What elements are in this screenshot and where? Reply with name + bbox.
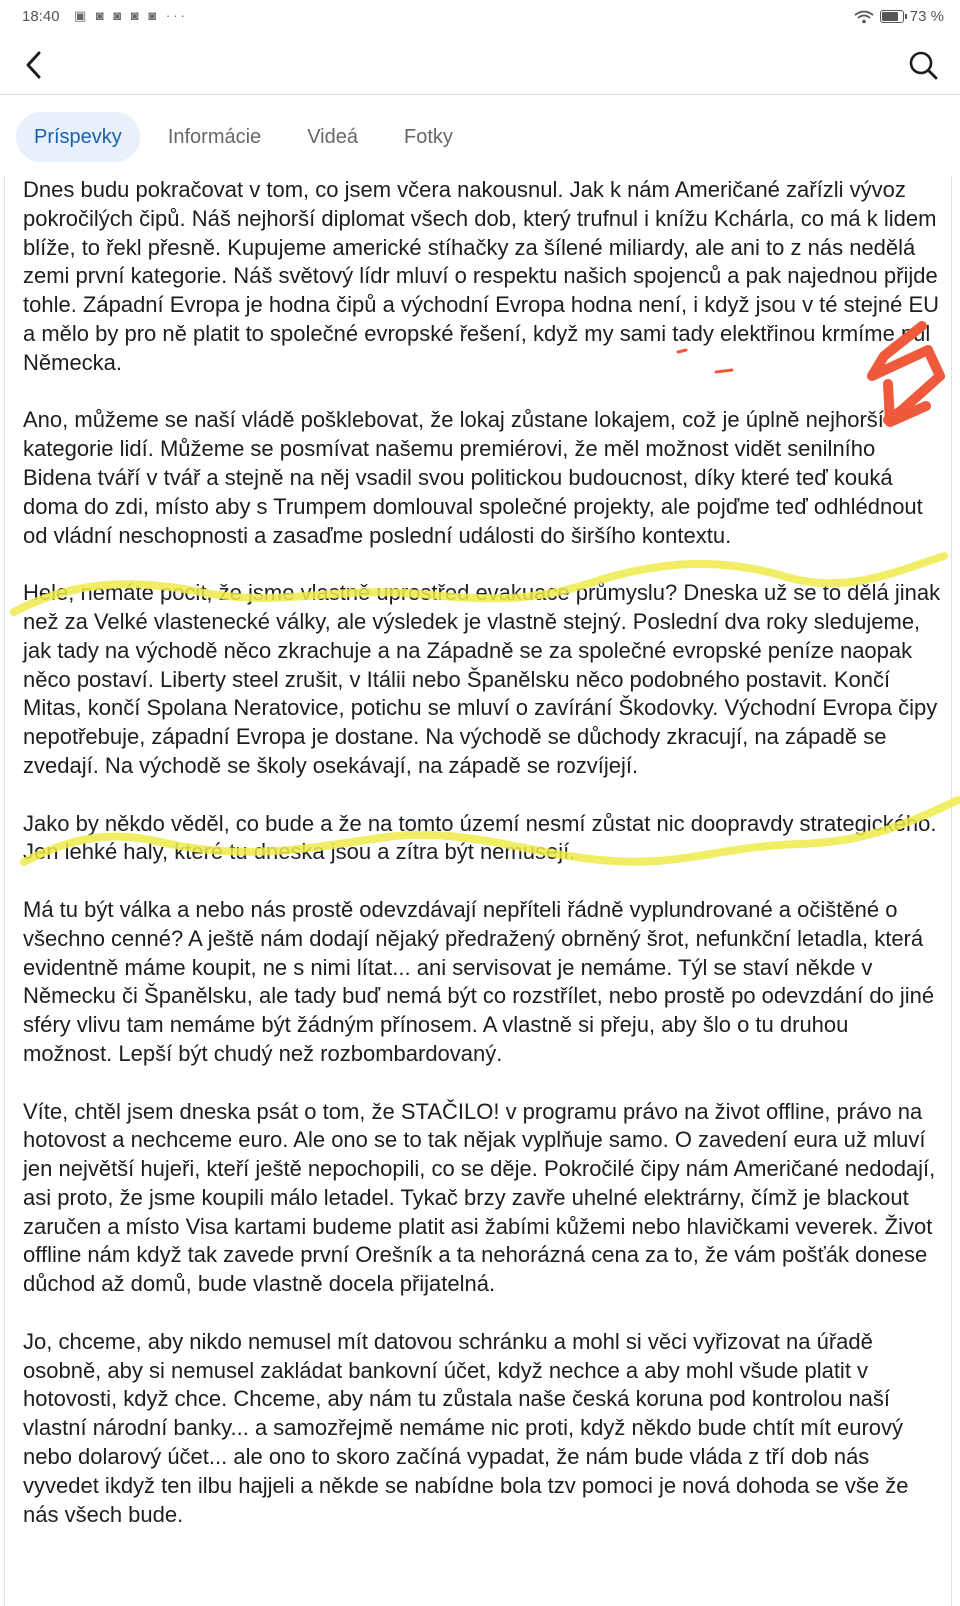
tab-photos[interactable]: Fotky	[403, 126, 453, 148]
post-content	[4, 176, 952, 1606]
search-button[interactable]	[906, 48, 940, 82]
profile-tabs	[16, 112, 471, 162]
battery-icon	[880, 10, 904, 23]
search-icon	[906, 48, 940, 82]
wifi-icon	[854, 10, 874, 24]
post-paragraph: Víte, chtěl jsem dneska psát o tom, že STAČILO! v programu právo na život offline, právo na hotovost a nechceme euro. Ale ono se to tak nějak vyplňuje samo. O zavedení eura už mluví jen největší hujeři, kteří ještě nepochopili, co se děje. Pokročilé čipy nám Američané nedodají, asi proto, že jsme koupili málo letadel. Tykač brzy zavře uhelné elektrárny, čímž je blackout zaručen a místo Visa kartami budeme platit asi žabími kůžemi nebo hlavičkami veverek. Život offline nám když tak zavede první Orešník a ta nehorázná cena za to, že vám pošťák donese důchod až domů, bude vlastně docela přijatelná.	[23, 1098, 936, 1297]
post-paragraph: Dnes budu pokračovat v tom, co jsem včera nakousnul. Jak k nám Američané zařízli vývoz pokročilých čipů. Náš nejhorší diplomat všech dob, který trufnul i knížu Kchárla, co má k lidem blíže, to řekl přesně. Kupujeme americké stíhačky za šílené miliardy, ale ani to z nás nedělá zemi první kategorie. Náš světový lídr mluví o respektu našich spojenců a pak najednou přijde tohle. Západní Evropa je hodna čipů a východní Evropa hodna není, i když jsou v té stejné EU a mělo by pro ně platit to společné evropské řešení, když my sami tady elektřinou krmíme půl Německa.	[23, 177, 940, 375]
app-icon: ◙	[130, 8, 142, 23]
status-bar	[0, 0, 960, 36]
app-icon: ◙	[148, 8, 160, 23]
battery-percent: 73 %	[909, 8, 944, 25]
post-paragraph: Ano, můžeme se naší vládě pošklebovat, že lokaj zůstane lokajem, což je úplně nejhorší kategorie lidí. Můžeme se posmívat našemu premiérovi, že měl možnost vidět senilního Bidena tváří v tvář a stejně na něj vsadil svou politickou budoucnost, díky které teď kouká doma do zdi, místo aby s Trumpem domlouval společné projekty, ale pojďme teď odhlédnout od vládní neschopnosti a zasaďme poslední události do širšího kontextu.	[23, 407, 923, 548]
more-icon: ···	[165, 8, 188, 23]
post-paragraph: Má tu být válka a nebo nás prostě odevzdávají nepříteli řádně vyplundrované a očištěné o všechno cenné? A ještě nám dodají nějaký předražený obrněný šrot, nefunkční letadla, která evidentně máme koupit, ne s nimi lítat... ani servisovat je nemáme. Týl se staví někde v Německu či Španělsku, ale tady buď nemá být co rozstřílet, nebo prostě po odevzdání do jiné sféry vlivu tam nemáme být žádným přínosem. A vlastně si přeju, aby šlo o tu druhou možnost. Lepší být chudý než rozbombardovaný.	[23, 896, 935, 1066]
app-icon: ◙	[113, 8, 125, 23]
back-arrow-icon	[20, 48, 50, 82]
tab-info[interactable]: Informácie	[167, 126, 262, 148]
app-icon: ◙	[95, 8, 107, 23]
battery-level	[882, 12, 898, 21]
status-right	[854, 8, 944, 25]
notification-icons	[74, 8, 188, 24]
post-paragraph: Hele, nemáte pocit, že jsme vlastně uprostřed evakuace průmyslu? Dneska už se to dělá jinak než za Velké vlastenecké války, ale výsledek je vlastně stejný. Poslední dva roky sledujeme, jak tady na východě něco zkrachuje a na Západně se za společné evropské peníze naopak něco postaví. Liberty steel zrušit, v Itálii nebo Španělsku něco podobného postavit. Končí Mitas, končí Spolana Neratovice, potichu se mluví o zavírání Škodovky. Východní Evropa čipy nepotřebuje, západní Evropa je dostane. Na východě se důchody zkracují, na západě se zvedají. Na východě se školy osekávají, na západě se rozvíjejí.	[23, 580, 941, 778]
app-bar	[0, 36, 960, 95]
tab-posts[interactable]: Príspevky	[16, 112, 140, 162]
status-time: 18:40	[22, 8, 60, 25]
facebook-icon: ▣	[74, 8, 90, 23]
post-paragraph: Jako by někdo věděl, co bude a že na tomto území nesmí zůstat nic doopravdy strategického. Jen lehké haly, které tu dneska jsou a zítra být nemusejí.	[23, 810, 937, 865]
tab-videos[interactable]: Videá	[307, 126, 358, 148]
post-text	[23, 176, 941, 1558]
back-button[interactable]	[20, 48, 50, 82]
post-paragraph: Jo, chceme, aby nikdo nemusel mít datovou schránku a mohl si věci vyřizovat na úřadě osobně, aby si nemusel zakládat bankovní účet, když nechce a aby mohl všude platit v hotovosti, když chce. Chceme, aby nám tu zůstala naše česká koruna pod kontrolou naší vlastní národní banky... a samozřejmě nemáme nic proti, když někdo bude chtít mít eurový nebo dolarový účet... ale ono to skoro začíná vypadat, že nám bude vláda z tří dob nás vyvedet ikdyž ten ilbu hajjeli a někde se nabídne bola tzv pomoci je nová dohoda se vše že nás všech bude.	[23, 1328, 909, 1527]
